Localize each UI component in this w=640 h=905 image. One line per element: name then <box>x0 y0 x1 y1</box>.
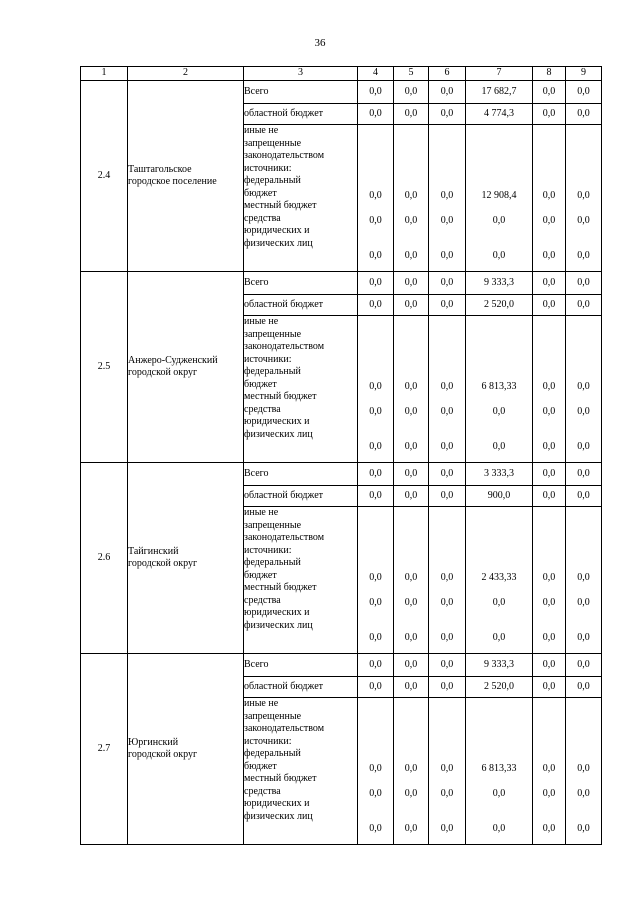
value-legal: 0,0 <box>492 632 506 643</box>
value-cell: 4 774,3 <box>466 104 533 125</box>
value-legal: 0,0 <box>542 632 556 643</box>
value-cell: 0,0 <box>394 295 429 316</box>
value-federal: 0,0 <box>542 190 556 201</box>
value-legal: 0,0 <box>492 823 506 834</box>
value-federal: 12 908,4 <box>481 190 517 201</box>
column-header: 6 <box>429 67 466 81</box>
value-cell-group <box>358 316 394 463</box>
value-cell-group <box>566 316 602 463</box>
value-federal: 0,0 <box>369 763 382 774</box>
value-federal: 0,0 <box>440 572 454 583</box>
value-cell-group <box>566 507 602 654</box>
value-cell: 0,0 <box>533 677 566 698</box>
value-legal: 0,0 <box>542 441 556 452</box>
municipality-name-line: Анжеро-Судженский <box>128 354 218 366</box>
row-number: 2.5 <box>81 272 128 463</box>
column-header: 4 <box>358 67 394 81</box>
source-label-line: местный бюджет <box>244 582 317 593</box>
value-cell-group <box>533 316 566 463</box>
value-local: 0,0 <box>492 597 506 608</box>
source-label-line: источники: <box>244 735 292 747</box>
value-federal: 0,0 <box>577 763 590 774</box>
value-federal: 2 433,33 <box>481 572 517 583</box>
source-label-line: законодательством <box>244 150 325 161</box>
value-federal: 0,0 <box>440 763 454 774</box>
value-cell: 0,0 <box>358 104 394 125</box>
source-label-line: запрещенные <box>244 137 302 149</box>
value-cell: 0,0 <box>533 486 566 507</box>
municipality-name-line: Тайгинский <box>128 545 179 557</box>
value-local: 0,0 <box>369 597 382 608</box>
value-local: 0,0 <box>542 597 556 608</box>
value-local: 0,0 <box>542 215 556 226</box>
value-cell: 0,0 <box>394 463 429 486</box>
municipality-name <box>128 81 244 272</box>
value-legal: 0,0 <box>369 823 382 834</box>
value-cell: 0,0 <box>533 104 566 125</box>
value-local: 0,0 <box>577 215 590 226</box>
value-cell: 0,0 <box>429 104 466 125</box>
value-cell: 0,0 <box>566 677 602 698</box>
value-cell: 0,0 <box>429 295 466 316</box>
value-legal: 0,0 <box>440 441 454 452</box>
value-local: 0,0 <box>542 788 556 799</box>
table-row <box>81 272 602 295</box>
header-row <box>81 67 602 81</box>
municipality-name-line: Таштагольское <box>128 163 192 175</box>
value-federal: 0,0 <box>369 572 382 583</box>
source-label-line: физических лиц <box>244 237 313 249</box>
source-label-line: юридических и <box>244 225 310 236</box>
value-cell: 0,0 <box>394 104 429 125</box>
value-local: 0,0 <box>440 788 454 799</box>
value-federal: 0,0 <box>404 381 418 392</box>
source-label-line: средства <box>244 212 281 224</box>
municipality-name-line: городской округ <box>128 749 198 760</box>
value-cell-group <box>394 316 429 463</box>
value-legal: 0,0 <box>404 632 418 643</box>
municipality-name <box>128 463 244 654</box>
value-local: 0,0 <box>404 788 418 799</box>
value-legal: 0,0 <box>440 250 454 261</box>
value-cell: 9 333,3 <box>466 654 533 677</box>
value-legal: 0,0 <box>404 441 418 452</box>
value-cell: 0,0 <box>533 272 566 295</box>
page-number: 36 <box>314 37 326 49</box>
value-local: 0,0 <box>404 406 418 417</box>
source-label-line: средства <box>244 594 281 606</box>
value-legal: 0,0 <box>577 632 590 643</box>
municipality-name <box>128 654 244 845</box>
value-cell: 0,0 <box>566 272 602 295</box>
value-cell-group <box>533 125 566 272</box>
source-label-line: бюджет <box>244 760 277 772</box>
value-local: 0,0 <box>577 406 590 417</box>
value-local: 0,0 <box>440 406 454 417</box>
municipality-name <box>128 272 244 463</box>
source-label-line: юридических и <box>244 416 310 427</box>
value-cell: 0,0 <box>566 104 602 125</box>
value-cell-group <box>429 507 466 654</box>
value-cell-group <box>358 507 394 654</box>
source-label-line: юридических и <box>244 607 310 618</box>
source-label-line: федеральный <box>244 557 301 568</box>
municipality-name-line: Юргинский <box>128 736 179 748</box>
value-legal: 0,0 <box>369 250 382 261</box>
source-label-total: Всего <box>244 272 358 295</box>
column-header: 9 <box>566 67 602 81</box>
value-cell: 17 682,7 <box>466 81 533 104</box>
value-local: 0,0 <box>440 597 454 608</box>
value-cell: 0,0 <box>358 654 394 677</box>
value-cell: 0,0 <box>358 295 394 316</box>
value-federal: 0,0 <box>369 190 382 201</box>
value-cell: 0,0 <box>566 295 602 316</box>
row-number: 2.4 <box>81 81 128 272</box>
value-cell: 0,0 <box>429 677 466 698</box>
source-label-line: запрещенные <box>244 710 302 722</box>
value-cell: 0,0 <box>358 463 394 486</box>
value-cell-group <box>358 698 394 845</box>
value-cell: 0,0 <box>533 81 566 104</box>
municipality-name-line: городской округ <box>128 558 198 569</box>
source-label-line: физических лиц <box>244 810 313 822</box>
value-local: 0,0 <box>369 215 382 226</box>
budget-table <box>80 66 602 845</box>
column-header: 7 <box>466 67 533 81</box>
value-cell: 0,0 <box>394 677 429 698</box>
column-header: 3 <box>244 67 358 81</box>
value-cell: 0,0 <box>358 272 394 295</box>
value-cell: 900,0 <box>466 486 533 507</box>
source-label-line: законодательством <box>244 723 325 734</box>
value-cell: 0,0 <box>394 81 429 104</box>
value-federal: 0,0 <box>542 572 556 583</box>
source-label-total: Всего <box>244 654 358 677</box>
row-number: 2.6 <box>81 463 128 654</box>
value-cell-group <box>394 698 429 845</box>
source-label-line: иные не <box>244 507 279 518</box>
value-cell-group <box>429 316 466 463</box>
row-number: 2.7 <box>81 654 128 845</box>
value-legal: 0,0 <box>369 632 382 643</box>
value-local: 0,0 <box>492 788 506 799</box>
column-header: 5 <box>394 67 429 81</box>
value-cell: 0,0 <box>566 654 602 677</box>
column-header: 1 <box>81 67 128 81</box>
source-label-line: законодательством <box>244 341 325 352</box>
value-local: 0,0 <box>492 406 506 417</box>
value-cell-group <box>358 125 394 272</box>
value-legal: 0,0 <box>577 823 590 834</box>
value-cell-group <box>533 698 566 845</box>
value-federal: 0,0 <box>577 190 590 201</box>
source-label-line: физических лиц <box>244 428 313 440</box>
source-label-line: федеральный <box>244 175 301 186</box>
source-label-regional: областной бюджет <box>244 677 358 698</box>
value-cell: 0,0 <box>429 654 466 677</box>
value-local: 0,0 <box>404 215 418 226</box>
source-label-other <box>244 507 358 654</box>
source-label-line: федеральный <box>244 748 301 759</box>
value-local: 0,0 <box>577 788 590 799</box>
value-cell: 0,0 <box>566 463 602 486</box>
value-federal: 0,0 <box>404 190 418 201</box>
source-label-other <box>244 698 358 845</box>
value-cell: 0,0 <box>358 486 394 507</box>
value-cell-group <box>429 125 466 272</box>
column-header: 2 <box>128 67 244 81</box>
source-label-line: источники: <box>244 162 292 174</box>
source-label-total: Всего <box>244 81 358 104</box>
value-cell: 0,0 <box>429 272 466 295</box>
value-cell: 9 333,3 <box>466 272 533 295</box>
value-legal: 0,0 <box>404 823 418 834</box>
value-federal: 0,0 <box>577 381 590 392</box>
value-cell-group <box>566 698 602 845</box>
value-cell-group <box>466 125 533 272</box>
value-legal: 0,0 <box>369 441 382 452</box>
source-label-regional: областной бюджет <box>244 486 358 507</box>
municipality-name-line: городское поселение <box>128 176 217 187</box>
column-header: 8 <box>533 67 566 81</box>
value-federal: 6 813,33 <box>481 763 517 774</box>
table-row <box>81 654 602 677</box>
source-label-line: бюджет <box>244 569 277 581</box>
source-label-line: источники: <box>244 544 292 556</box>
value-cell: 0,0 <box>429 486 466 507</box>
source-label-line: запрещенные <box>244 519 302 531</box>
value-cell-group <box>394 125 429 272</box>
source-label-line: местный бюджет <box>244 773 317 784</box>
source-label-line: иные не <box>244 125 279 136</box>
source-label-line: иные не <box>244 316 279 327</box>
value-local: 0,0 <box>440 215 454 226</box>
value-cell-group <box>466 316 533 463</box>
source-label-line: бюджет <box>244 378 277 390</box>
value-legal: 0,0 <box>492 441 506 452</box>
source-label-total: Всего <box>244 463 358 486</box>
source-label-line: запрещенные <box>244 328 302 340</box>
value-cell: 0,0 <box>533 295 566 316</box>
value-cell: 0,0 <box>533 654 566 677</box>
value-federal: 0,0 <box>542 763 556 774</box>
value-local: 0,0 <box>492 215 506 226</box>
value-cell-group <box>429 698 466 845</box>
value-cell: 0,0 <box>429 463 466 486</box>
source-label-line: местный бюджет <box>244 391 317 402</box>
source-label-line: федеральный <box>244 366 301 377</box>
value-cell: 0,0 <box>566 486 602 507</box>
municipality-name-line: городской округ <box>128 367 198 378</box>
source-label-line: законодательством <box>244 532 325 543</box>
source-label-line: юридических и <box>244 798 310 809</box>
value-legal: 0,0 <box>404 250 418 261</box>
source-label-line: бюджет <box>244 187 277 199</box>
value-federal: 0,0 <box>369 381 382 392</box>
value-federal: 0,0 <box>440 381 454 392</box>
value-local: 0,0 <box>369 788 382 799</box>
source-label-regional: областной бюджет <box>244 104 358 125</box>
value-cell: 3 333,3 <box>466 463 533 486</box>
value-legal: 0,0 <box>542 823 556 834</box>
value-cell: 2 520,0 <box>466 295 533 316</box>
source-label-line: иные не <box>244 698 279 709</box>
source-label-line: средства <box>244 403 281 415</box>
value-cell-group <box>394 507 429 654</box>
value-cell: 0,0 <box>394 272 429 295</box>
value-legal: 0,0 <box>542 250 556 261</box>
value-cell: 2 520,0 <box>466 677 533 698</box>
value-local: 0,0 <box>542 406 556 417</box>
source-label-other <box>244 125 358 272</box>
value-cell: 0,0 <box>566 81 602 104</box>
value-cell: 0,0 <box>394 486 429 507</box>
value-cell: 0,0 <box>394 654 429 677</box>
source-label-regional: областной бюджет <box>244 295 358 316</box>
value-cell: 0,0 <box>358 677 394 698</box>
value-local: 0,0 <box>404 597 418 608</box>
source-label-line: местный бюджет <box>244 200 317 211</box>
source-label-line: средства <box>244 785 281 797</box>
value-local: 0,0 <box>577 597 590 608</box>
value-legal: 0,0 <box>440 632 454 643</box>
source-label-line: физических лиц <box>244 619 313 631</box>
value-legal: 0,0 <box>492 250 506 261</box>
value-legal: 0,0 <box>577 441 590 452</box>
value-cell: 0,0 <box>358 81 394 104</box>
value-federal: 0,0 <box>404 763 418 774</box>
value-local: 0,0 <box>369 406 382 417</box>
value-federal: 0,0 <box>542 381 556 392</box>
value-cell-group <box>466 507 533 654</box>
value-federal: 0,0 <box>404 572 418 583</box>
value-federal: 6 813,33 <box>481 381 517 392</box>
value-legal: 0,0 <box>440 823 454 834</box>
value-cell-group <box>466 698 533 845</box>
value-legal: 0,0 <box>577 250 590 261</box>
source-label-line: источники: <box>244 353 292 365</box>
source-label-other <box>244 316 358 463</box>
value-cell: 0,0 <box>533 463 566 486</box>
value-federal: 0,0 <box>577 572 590 583</box>
value-cell-group <box>533 507 566 654</box>
table-row <box>81 81 602 104</box>
table-row <box>81 463 602 486</box>
value-federal: 0,0 <box>440 190 454 201</box>
value-cell: 0,0 <box>429 81 466 104</box>
value-cell-group <box>566 125 602 272</box>
